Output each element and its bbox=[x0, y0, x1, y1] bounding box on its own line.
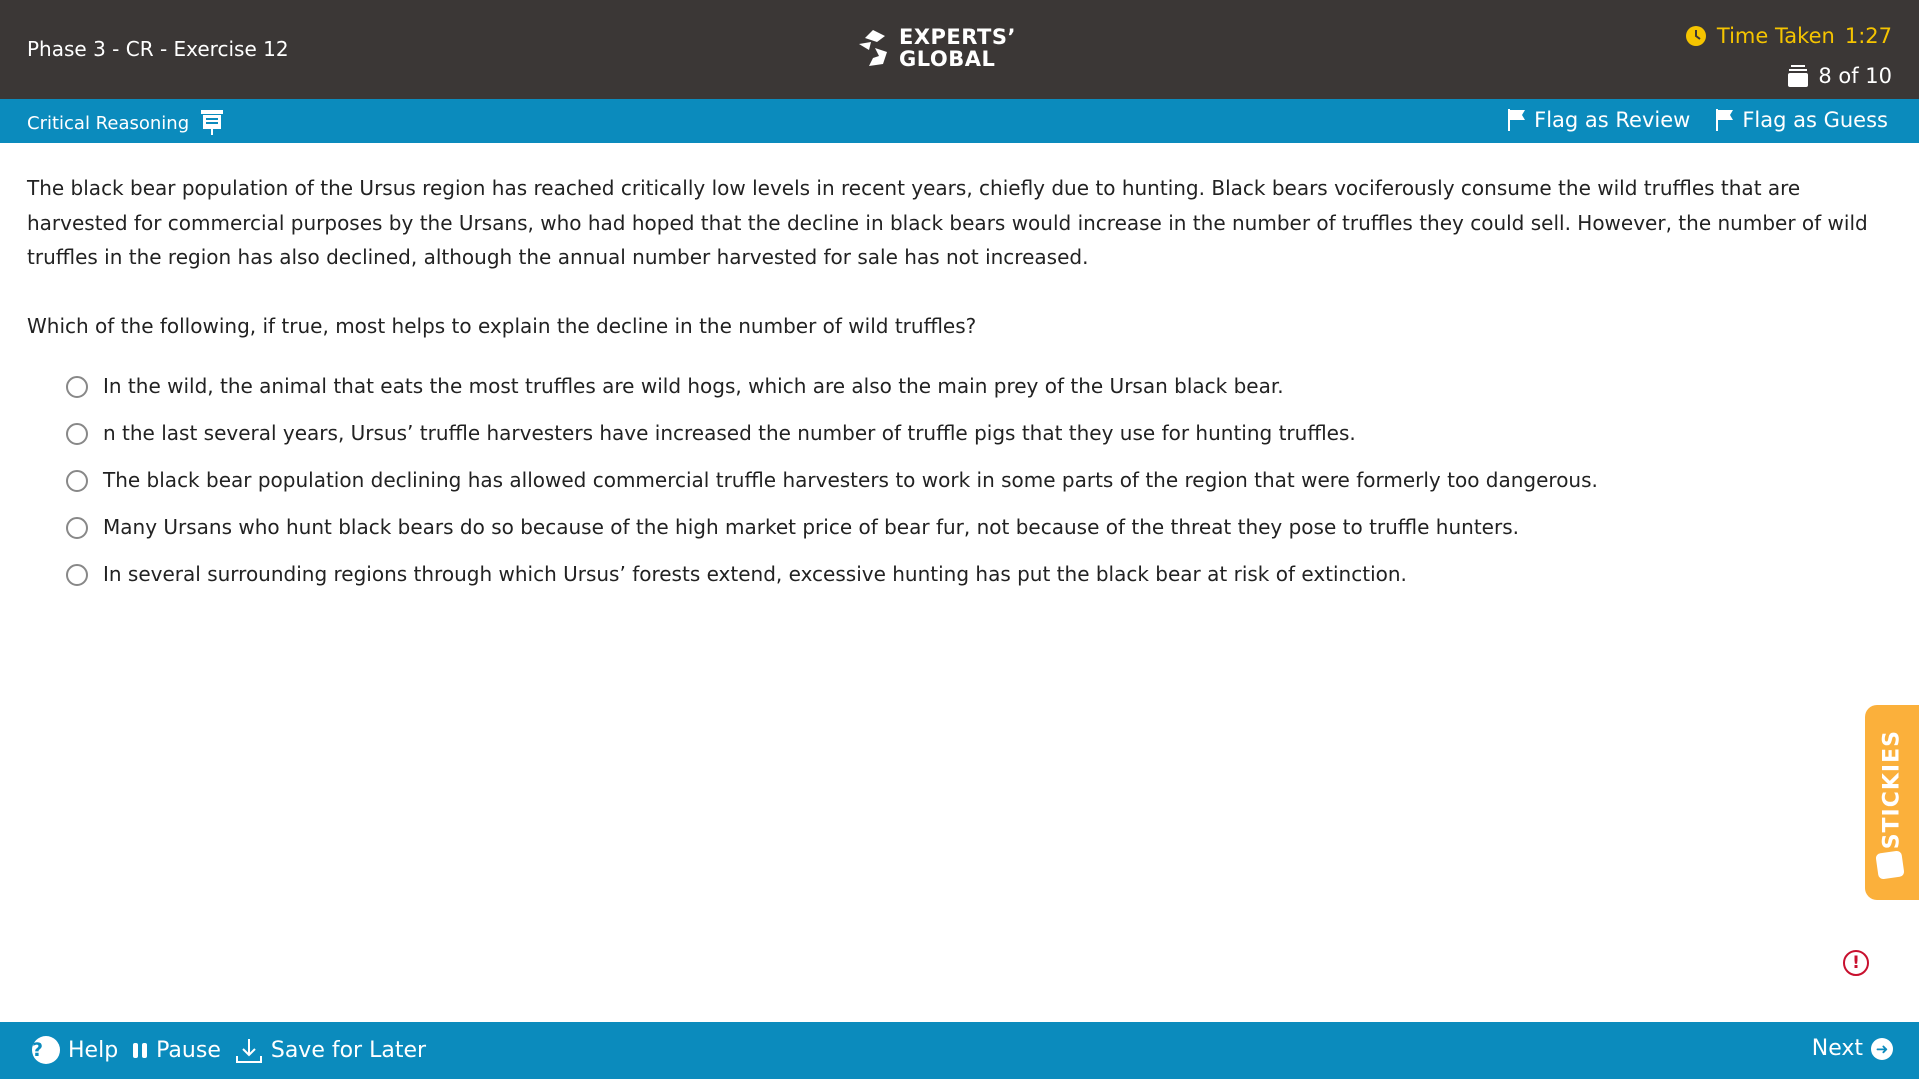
logo bbox=[855, 26, 1016, 70]
radio-button[interactable] bbox=[66, 564, 88, 586]
flag-review-button[interactable] bbox=[1508, 108, 1690, 132]
flag-guess-label: Flag as Guess bbox=[1742, 108, 1888, 132]
header bbox=[0, 0, 1919, 99]
passage: The black bear population of the Ursus region has reached critically low levels in recent years, chiefly due to hunting. Black bears vociferously consume the wild truffles that are harvested for commercial purposes by the Ursans, who had hoped that the decline in black bears would increase in the number of truffles they could sell. However, the number of wild truffles in the region has also declined, although the annual number harvested for sale has not increased. bbox=[27, 176, 1868, 269]
question-area bbox=[27, 171, 1877, 598]
radio-button[interactable] bbox=[66, 470, 88, 492]
answer-option-c[interactable] bbox=[66, 457, 1877, 504]
flag-icon bbox=[1716, 109, 1734, 131]
flag-icon bbox=[1508, 109, 1526, 131]
presentation-icon bbox=[201, 110, 223, 136]
arrow-right-icon: ➜ bbox=[1871, 1038, 1893, 1060]
answer-option-b[interactable] bbox=[66, 410, 1877, 457]
radio-button[interactable] bbox=[66, 517, 88, 539]
section-label bbox=[27, 110, 223, 136]
progress-text: 8 of 10 bbox=[1818, 64, 1892, 88]
question-prompt: Which of the following, if true, most helps to explain the decline in the number of wild truffles? bbox=[27, 313, 977, 338]
radio-button[interactable] bbox=[66, 376, 88, 398]
help-icon: ? bbox=[32, 1036, 60, 1064]
footer bbox=[0, 1022, 1919, 1079]
stickies-tab[interactable] bbox=[1865, 705, 1919, 900]
save-for-later-button[interactable] bbox=[235, 1036, 426, 1064]
answer-option-d[interactable] bbox=[66, 504, 1877, 551]
answer-option-e[interactable] bbox=[66, 551, 1877, 598]
exercise-title: Phase 3 - CR - Exercise 12 bbox=[27, 37, 289, 61]
pause-icon bbox=[132, 1041, 148, 1059]
logo-line1: EXPERTS’ bbox=[899, 25, 1016, 49]
answer-options bbox=[66, 363, 1877, 598]
option-text: Many Ursans who hunt black bears do so because of the high market price of bear fur, not because of the threat they pose to truffle hunters. bbox=[103, 515, 1519, 540]
clock-icon bbox=[1685, 25, 1707, 47]
flag-review-label: Flag as Review bbox=[1534, 108, 1691, 132]
option-text: In the wild, the animal that eats the most truffles are wild hogs, which are also the main prey of the Ursan black bear. bbox=[103, 374, 1284, 399]
section-bar bbox=[0, 99, 1919, 143]
help-label: Help bbox=[68, 1037, 119, 1063]
report-error-icon[interactable]: ! bbox=[1843, 950, 1869, 976]
timer-label: Time Taken bbox=[1716, 24, 1835, 48]
timer bbox=[1685, 24, 1892, 48]
stack-icon bbox=[1788, 65, 1808, 87]
logo-line2: GLOBAL bbox=[899, 47, 996, 71]
next-label: Next bbox=[1811, 1036, 1863, 1061]
option-text: n the last several years, Ursus’ truffle harvesters have increased the number of truffle pigs that they use for hunting truffles. bbox=[103, 421, 1356, 446]
answer-option-a[interactable] bbox=[66, 363, 1877, 410]
pause-label: Pause bbox=[156, 1037, 221, 1063]
stickies-label: STICKIES bbox=[1879, 730, 1905, 850]
pause-button[interactable] bbox=[132, 1038, 221, 1063]
option-text: The black bear population declining has allowed commercial truffle harvesters to work in some parts of the region that were formerly too dangerous. bbox=[103, 468, 1598, 493]
question-counter bbox=[1788, 64, 1892, 88]
flag-guess-button[interactable] bbox=[1716, 108, 1888, 132]
timer-value: 1:27 bbox=[1844, 24, 1892, 48]
logo-icon bbox=[855, 28, 891, 68]
next-button[interactable] bbox=[1812, 1036, 1893, 1061]
save-label: Save for Later bbox=[270, 1037, 427, 1063]
option-text: In several surrounding regions through which Ursus’ forests extend, excessive hunting has put the black bear at risk of extinction. bbox=[103, 562, 1407, 587]
download-icon bbox=[235, 1036, 263, 1064]
sticky-note-icon bbox=[1875, 850, 1904, 879]
section-name: Critical Reasoning bbox=[27, 112, 190, 134]
radio-button[interactable] bbox=[66, 423, 88, 445]
help-button[interactable] bbox=[32, 1036, 118, 1064]
